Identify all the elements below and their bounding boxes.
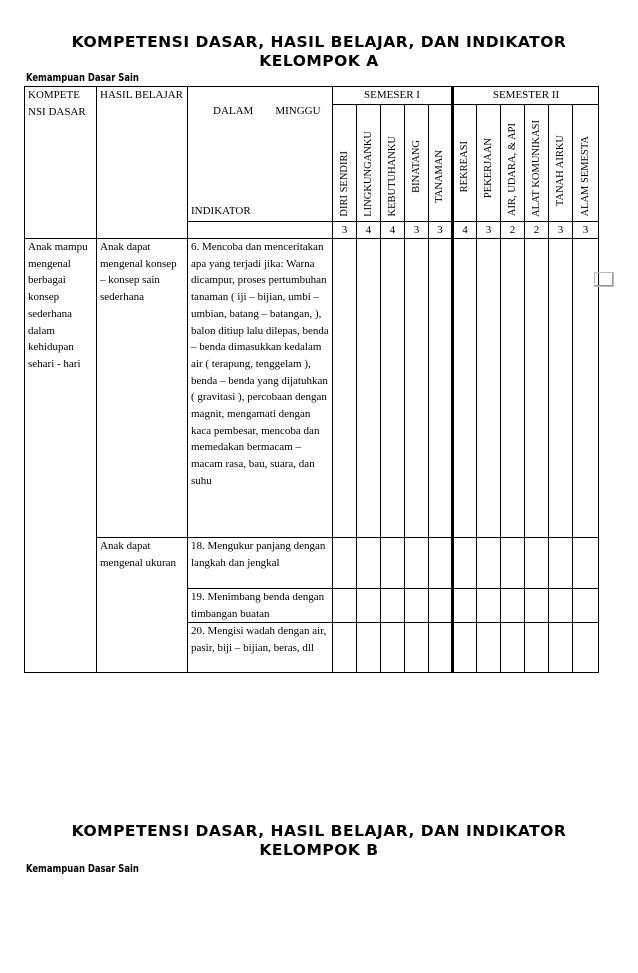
weeks-kebutuhanku: 4 <box>381 221 405 239</box>
header-indikator-label: INDIKATOR <box>191 205 251 217</box>
theme-diri-sendiri: DIRI SENDIRI <box>333 104 357 221</box>
theme-binatang: BINATANG <box>405 104 429 221</box>
theme-lingkunganku: LINGKUNGANKU <box>357 104 381 221</box>
checkbox-widget[interactable] <box>594 272 614 287</box>
header-hasil-belajar: HASIL BELAJAR <box>97 87 188 239</box>
indikator-20: 20. Mengisi wadah dengan air, pasir, biji – bijian, beras, dll <box>188 623 333 673</box>
indikator-19: 19. Menimbang benda dengan timbangan buatan <box>188 589 333 623</box>
section-b-title-line2: KELOMPOK B <box>259 841 379 859</box>
theme-tanah-airku: TANAH AIRKU <box>549 104 573 221</box>
weeks-diri-sendiri: 3 <box>333 221 357 239</box>
kompetensi-cell: Anak mampu mengenal berbagai konsep sederhana dalam kehidupan sehari - hari <box>25 239 97 673</box>
header-indikator-blank <box>188 221 333 239</box>
weeks-pekerjaan: 3 <box>477 221 501 239</box>
theme-alam-semesta: ALAM SEMESTA <box>573 104 599 221</box>
section-a-title-line1: KOMPETENSI DASAR, HASIL BELAJAR, DAN INDIKATOR <box>71 33 567 51</box>
indikator-18: 18. Mengukur panjang dengan langkah dan jengkal <box>188 538 333 589</box>
theme-alat-komunikasi: ALAT KOMUNIKASI <box>525 104 549 221</box>
semester-1-header: SEMESER I <box>333 87 453 105</box>
weeks-rekreasi: 4 <box>453 221 477 239</box>
theme-kebutuhanku: KEBUTUHANKU <box>381 104 405 221</box>
header-indikator <box>188 87 333 222</box>
header-kompetensi-dasar: KOMPETE NSI DASAR <box>25 87 97 239</box>
indikator-6: 6. Mencoba dan menceritakan apa yang terjadi jika: Warna dicampur, proses pertumbuhan tanaman ( iji – bijian, umbi – umbian, batang – batangan, ), balon ditiup lalu dilepas, benda – benda dimasukkan kedalam air ( terapung, tenggelam ), benda – benda yang dijatuhkan ( gravitasi ), percobaan dengan magnit, mengamati dengan kaca pembesar, mencoba dan memedakan bermacam – macam rasa, bau, suara, dan suhu <box>188 239 333 538</box>
weeks-tanah-airku: 3 <box>549 221 573 239</box>
theme-air-udara-api: AIR, UDARA, & API <box>501 104 525 221</box>
weeks-air-udara-api: 2 <box>501 221 525 239</box>
hasil-belajar-ukuran: Anak dapat mengenal ukuran <box>97 538 188 673</box>
weeks-tanaman: 3 <box>429 221 453 239</box>
hasil-belajar-konsep: Anak dapat mengenal konsep – konsep sain sederhana <box>97 239 188 538</box>
semester-2-header: SEMESTER II <box>453 87 599 105</box>
competency-table <box>24 86 599 673</box>
weeks-binatang: 3 <box>405 221 429 239</box>
section-a-title-line2: KELOMPOK A <box>259 52 379 70</box>
section-a-subtitle: Kemampuan Dasar Sain <box>26 71 139 84</box>
weeks-alam-semesta: 3 <box>573 221 599 239</box>
theme-pekerjaan: PEKERJAAN <box>477 104 501 221</box>
theme-rekreasi: REKREASI <box>453 104 477 221</box>
weeks-lingkunganku: 4 <box>357 221 381 239</box>
weeks-alat-komunikasi: 2 <box>525 221 549 239</box>
header-dalam-minggu: DALAM MINGGU <box>213 105 321 117</box>
section-b-title-line1: KOMPETENSI DASAR, HASIL BELAJAR, DAN INDIKATOR <box>71 822 567 840</box>
section-b-subtitle: Kemampuan Dasar Sain <box>26 862 139 875</box>
theme-tanaman: TANAMAN <box>429 104 453 221</box>
